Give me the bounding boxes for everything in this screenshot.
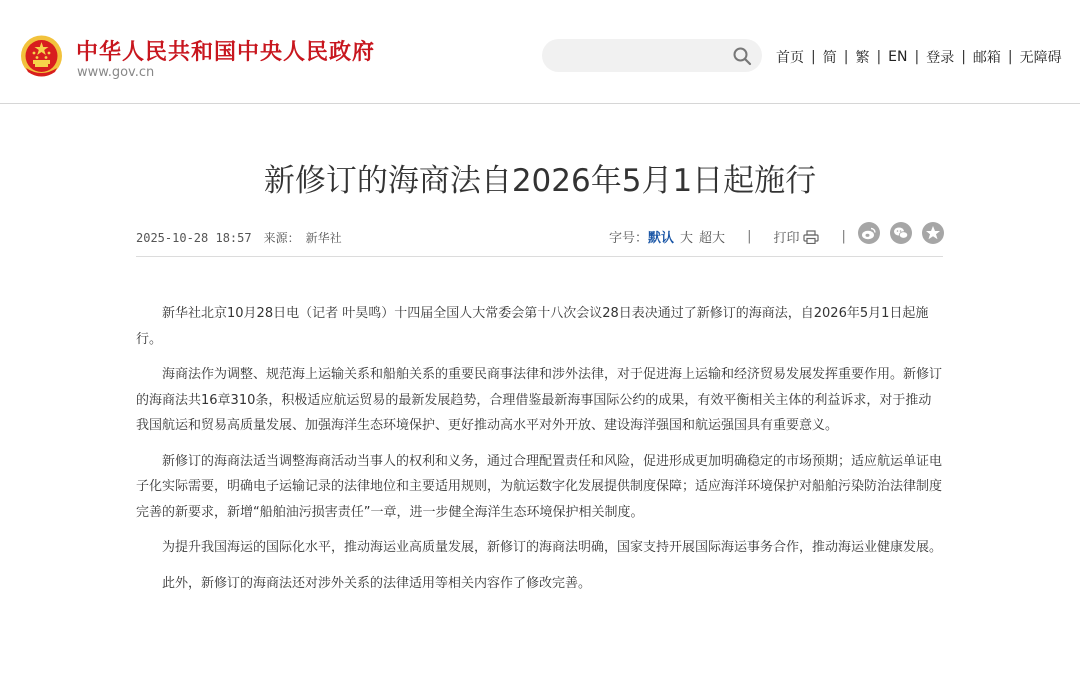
site-header bbox=[0, 0, 1080, 104]
nav-home[interactable]: 首页 bbox=[776, 50, 804, 66]
article-paragraph: 新华社北京10月28日电（记者 叶昊鸣）十四届全国人大常委会第十八次会议28日表决通过了新修订的海商法，自2026年5月1日起施行。 bbox=[136, 306, 929, 347]
print-label: 打印 bbox=[773, 231, 800, 246]
nav-traditional[interactable]: 繁 bbox=[855, 50, 870, 66]
favorite-icon bbox=[922, 222, 944, 244]
site-domain: www.gov.cn bbox=[77, 65, 155, 80]
print-button[interactable] bbox=[773, 227, 819, 246]
meta-divider bbox=[136, 256, 943, 257]
nav-simplified[interactable]: 简 bbox=[822, 50, 837, 66]
share-wechat[interactable] bbox=[890, 222, 912, 244]
tools-separator: | bbox=[841, 229, 846, 244]
national-emblem-icon[interactable] bbox=[20, 34, 63, 81]
article-paragraph: 为提升我国海运的国际化水平，推动海运业高质量发展，新修订的海商法明确，国家支持开展国际海运事务合作，推动海运业健康发展。 bbox=[162, 540, 943, 555]
site-title[interactable]: 中华人民共和国中央人民政府 bbox=[76, 40, 376, 65]
nav-english[interactable]: EN bbox=[888, 49, 908, 65]
weibo-icon bbox=[858, 222, 880, 244]
article-title: 新修订的海商法自2026年5月1日起施行 bbox=[263, 163, 817, 199]
font-size-large[interactable]: 大 bbox=[680, 231, 694, 246]
publish-date: 2025-10-28 18:57 bbox=[136, 231, 252, 245]
article-tools bbox=[609, 227, 868, 246]
top-navigation bbox=[776, 47, 1062, 67]
share-weibo[interactable] bbox=[858, 222, 880, 244]
source-name: 新华社 bbox=[305, 231, 342, 245]
nav-separator: | bbox=[811, 49, 816, 65]
article-paragraph: 新修订的海商法适当调整海商活动当事人的权利和义务，通过合理配置责任和风险，促进形成更加明确稳定的市场预期；适应航运单证电子化实际需要，明确电子运输记录的法律地位和主要适用规则，为航运数字化发展提供制度保障；适应海洋环境保护对船舶污染防治法律制度完善的新要求，新增“船舶油污损害责任”一章，进一步健全海洋生态环境保护相关制度。 bbox=[136, 453, 943, 520]
search-icon[interactable] bbox=[732, 46, 752, 66]
article-body bbox=[136, 301, 944, 606]
nav-separator: | bbox=[843, 49, 849, 65]
nav-separator: | bbox=[914, 49, 920, 65]
nav-separator: | bbox=[876, 49, 882, 65]
nav-accessibility[interactable]: 无障碍 bbox=[1019, 50, 1062, 66]
print-icon bbox=[803, 230, 819, 244]
font-size-label: 字号： bbox=[609, 231, 649, 246]
source-label: 来源： bbox=[263, 231, 300, 245]
nav-mailbox[interactable]: 邮箱 bbox=[972, 50, 1001, 66]
search-input[interactable] bbox=[542, 39, 728, 72]
nav-separator: | bbox=[961, 49, 966, 65]
nav-separator: | bbox=[1007, 49, 1013, 65]
wechat-icon bbox=[890, 222, 912, 244]
article-paragraph: 此外，新修订的海商法还对涉外关系的法律适用等相关内容作了修改完善。 bbox=[162, 575, 592, 591]
article-paragraph: 海商法作为调整、规范海上运输关系和船舶关系的重要民商事法律和涉外法律，对于促进海上运输和经济贸易发展发挥重要作用。新修订的海商法共16章310条，积极适应航运贸易的最新发展趋势，合理借鉴最新海事国际公约的成果，有效平衡相关主体的利益诉求，对于推动我国航运和贸易高质量发展、加强海洋生态环境保护、更好推动高水平对外开放、建设海洋强国和航运强国具有重要意义。 bbox=[136, 367, 943, 433]
nav-login[interactable]: 登录 bbox=[926, 50, 955, 66]
font-size-default[interactable]: 默认 bbox=[648, 231, 675, 246]
share-favorite[interactable] bbox=[922, 222, 944, 244]
article-meta bbox=[136, 229, 342, 246]
tools-separator: | bbox=[747, 229, 752, 244]
font-size-extra-large[interactable]: 超大 bbox=[699, 231, 726, 246]
search-box[interactable] bbox=[542, 39, 762, 72]
